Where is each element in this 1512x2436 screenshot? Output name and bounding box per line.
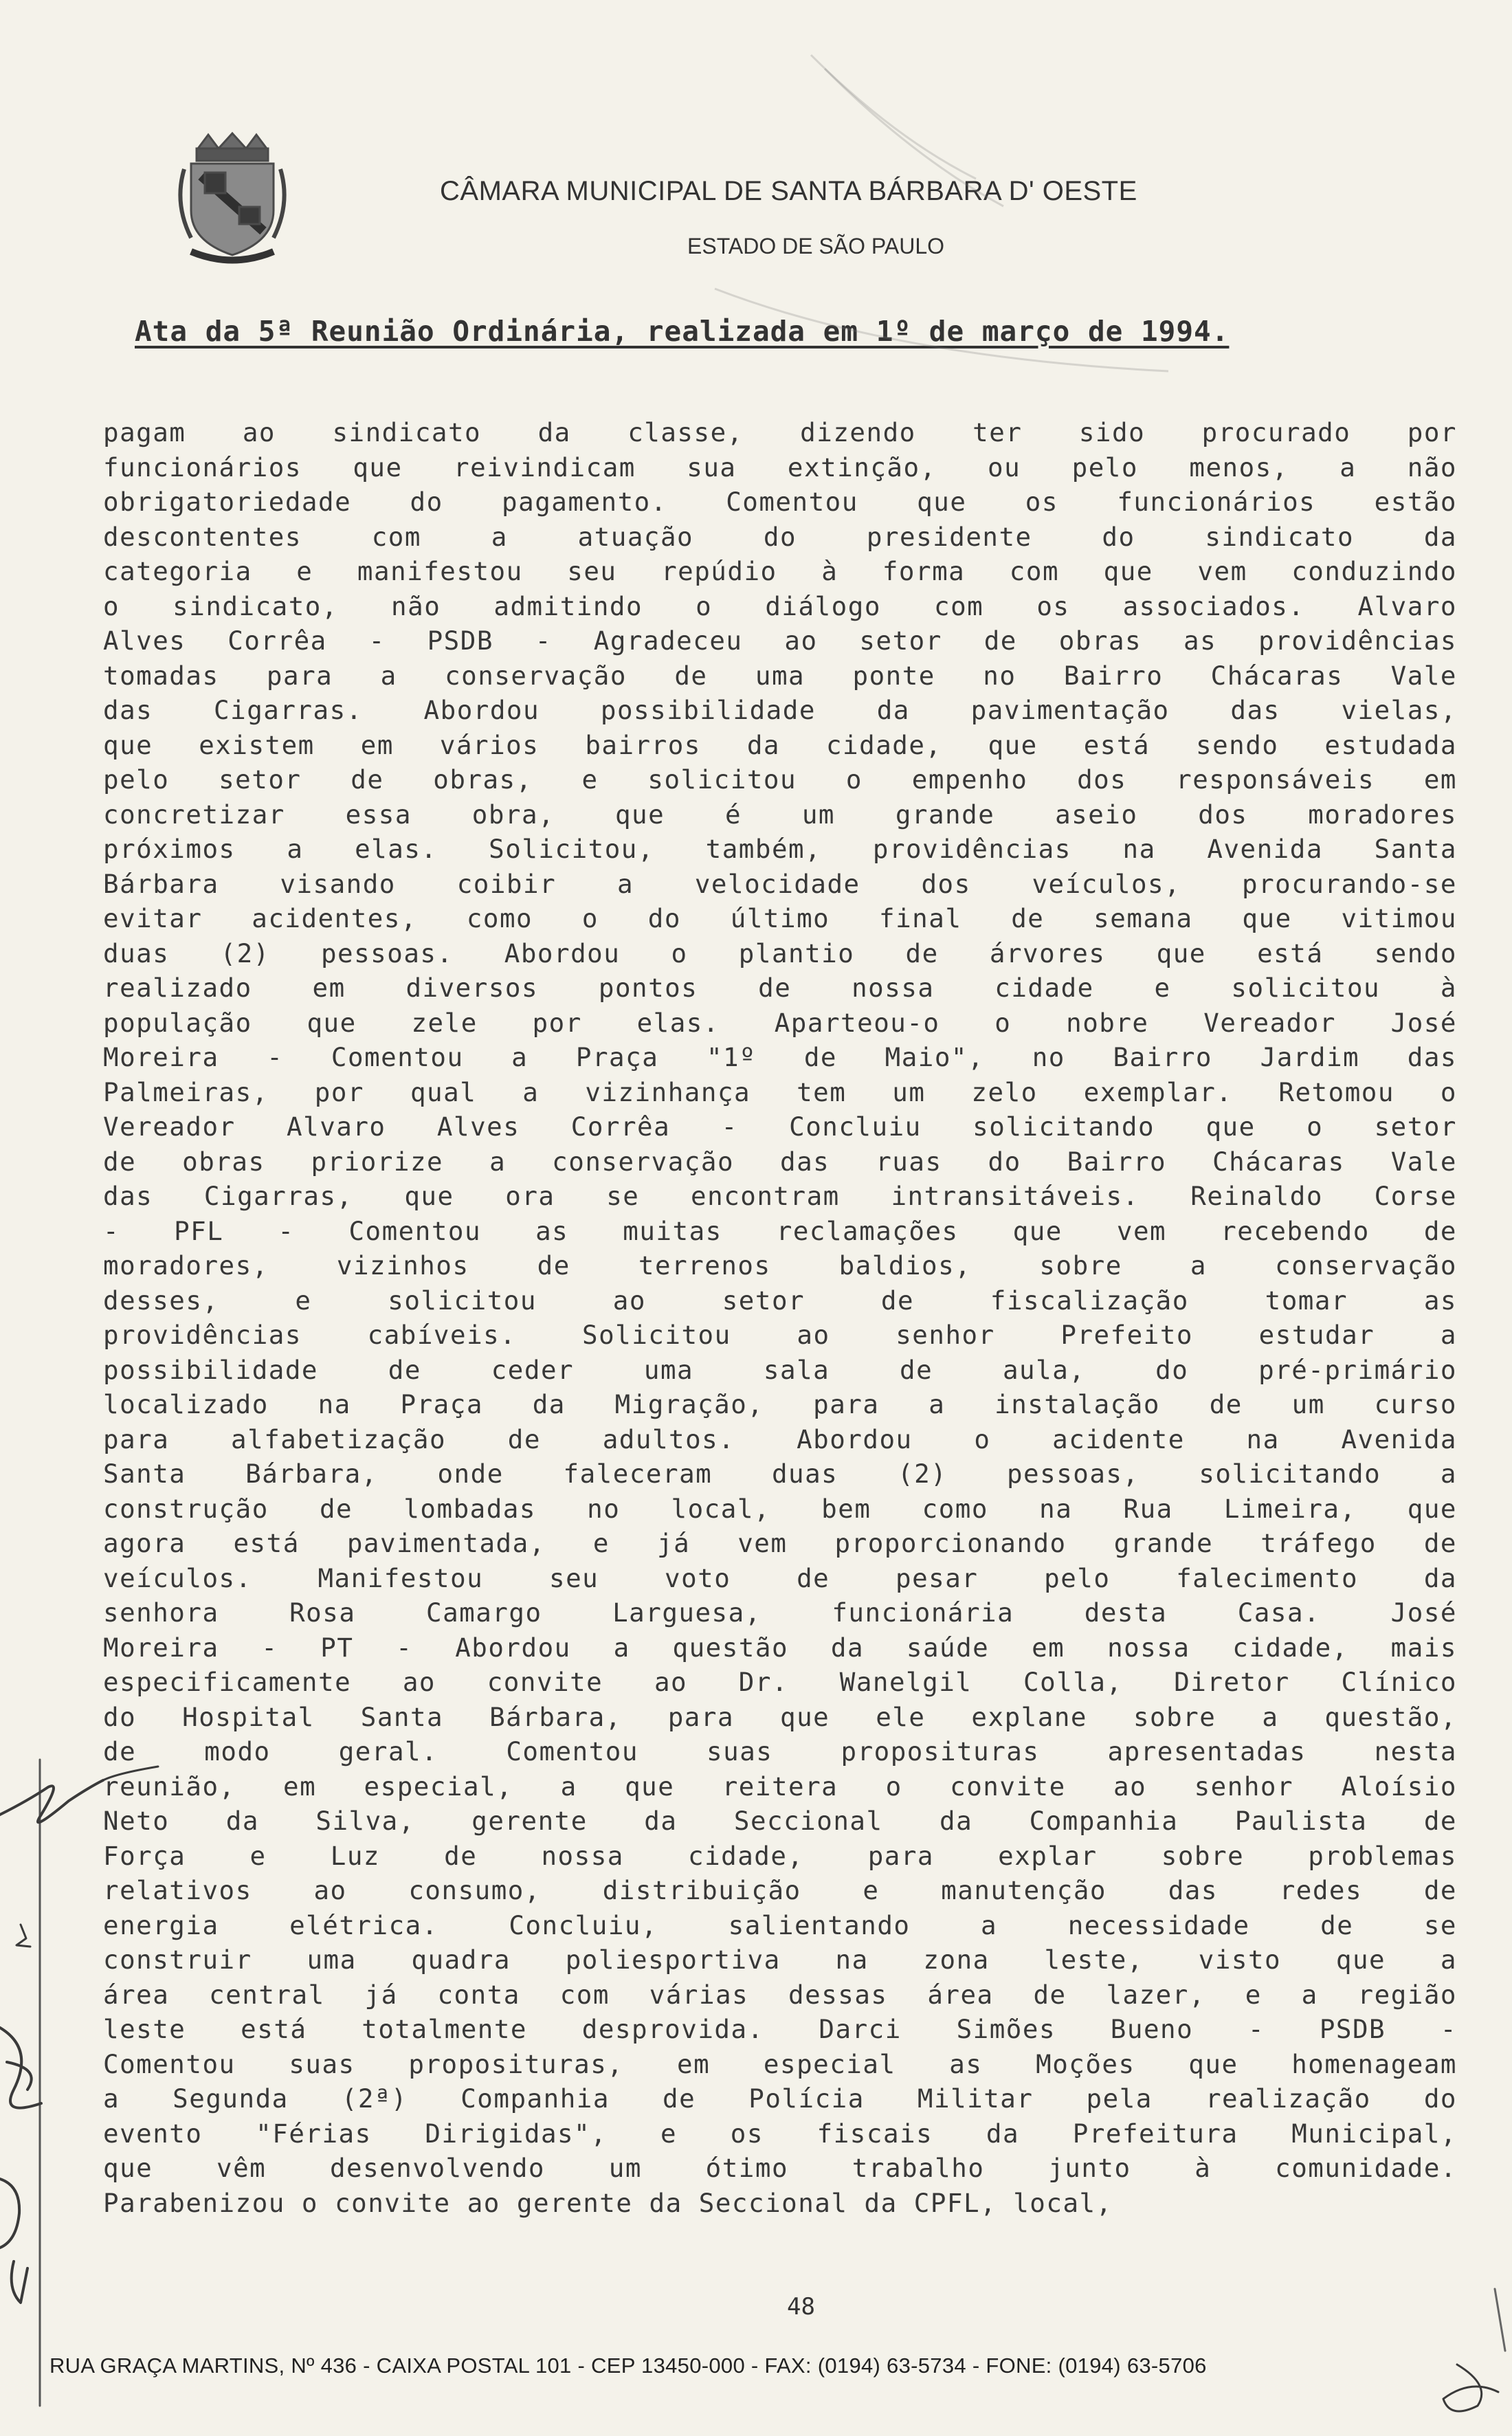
text-line: possibilidade de ceder uma sala de aula, do pré-primário xyxy=(103,1354,1457,1385)
text-line: energia elétrica. Concluiu, salientando a necessidade de se xyxy=(103,1909,1457,1940)
minutes-body xyxy=(103,415,1457,2220)
text-line: Neto da Silva, gerente da Seccional da Companhia Paulista de xyxy=(103,1806,1457,1836)
text-line: para alfabetização de adultos. Abordou o acidente na Avenida xyxy=(103,1424,1457,1454)
text-line: pelo setor de obras, e solicitou o empenho dos responsáveis em xyxy=(103,764,1457,795)
text-line: Bárbara visando coibir a velocidade dos veículos, procurando-se xyxy=(103,868,1457,899)
text-line: das Cigarras, que ora se encontram intransitáveis. Reinaldo Corse xyxy=(103,1181,1457,1211)
text-line: providências cabíveis. Solicitou ao senhor Prefeito estudar a xyxy=(103,1320,1457,1350)
text-line: especificamente ao convite ao Dr. Wanelgil Colla, Diretor Clínico xyxy=(103,1667,1457,1697)
text-line: duas (2) pessoas. Abordou o plantio de árvores que está sendo xyxy=(103,938,1457,968)
document-title: Ata da 5ª Reunião Ordinária, realizada em 1º de março de 1994. xyxy=(135,315,1230,348)
text-line: reunião, em especial, a que reitera o convite ao senhor Aloísio xyxy=(103,1771,1457,1802)
text-line: categoria e manifestou seu repúdio à forma com que vem conduzindo xyxy=(103,556,1457,586)
text-line: relativos ao consumo, distribuição e manutenção das redes de xyxy=(103,1875,1457,1905)
text-line: Comentou suas proposituras, em especial as Moções que homenageam xyxy=(103,2048,1457,2079)
text-line: construção de lombadas no local, bem como na Rua Limeira, que xyxy=(103,1493,1457,1524)
text-line: Alves Corrêa - PSDB - Agradeceu ao setor de obras as providências xyxy=(103,625,1457,656)
text-line: construir uma quadra poliesportiva na zona leste, visto que a xyxy=(103,1945,1457,1975)
text-line: próximos a elas. Solicitou, também, providências na Avenida Santa xyxy=(103,834,1457,864)
text-line: funcionários que reivindicam sua extinção, ou pelo menos, a não xyxy=(103,452,1457,483)
text-line: população que zele por elas. Aparteou-o o nobre Vereador José xyxy=(103,1007,1457,1038)
text-line: concretizar essa obra, que é um grande aseio dos moradores xyxy=(103,799,1457,830)
text-line: obrigatoriedade do pagamento. Comentou que os funcionários estão xyxy=(103,487,1457,517)
text-line: realizado em diversos pontos de nossa cidade e solicitou à xyxy=(103,973,1457,1003)
text-line: área central já conta com várias dessas área de lazer, e a região xyxy=(103,1979,1457,2010)
text-line: das Cigarras. Abordou possibilidade da pavimentação das vielas, xyxy=(103,695,1457,725)
text-line: o sindicato, não admitindo o diálogo com os associados. Alvaro xyxy=(103,590,1457,621)
institution-name: CÂMARA MUNICIPAL DE SANTA BÁRBARA D' OESTE xyxy=(440,176,1137,206)
text-line: evento "Férias Dirigidas", e os fiscais da Prefeitura Municipal, xyxy=(103,2118,1457,2149)
text-line: de obras priorize a conservação das ruas do Bairro Chácaras Vale xyxy=(103,1146,1457,1177)
text-line: descontentes com a atuação do presidente do sindicato da xyxy=(103,521,1457,552)
text-line: Parabenizou o convite ao gerente da Seccional da CPFL, local, xyxy=(103,2187,1113,2218)
text-line: pagam ao sindicato da classe, dizendo ter sido procurado por xyxy=(103,417,1457,447)
text-line: leste está totalmente desprovida. Darci Simões Bueno - PSDB - xyxy=(103,2014,1457,2044)
page-number: 48 xyxy=(787,2293,815,2321)
footer-address: RUA GRAÇA MARTINS, Nº 436 - CAIXA POSTAL 101 - CEP 13450-000 - FAX: (0194) 63-5734 - FONE: (0194) 63-5706 xyxy=(49,2354,1207,2378)
text-line: que existem em vários bairros da cidade, que está sendo estudada xyxy=(103,729,1457,760)
text-line: a Segunda (2ª) Companhia de Polícia Militar pela realização do xyxy=(103,2083,1457,2114)
text-line: agora está pavimentada, e já vem proporcionando grande tráfego de xyxy=(103,1528,1457,1558)
text-line: Moreira - Comentou a Praça "1º de Maio", no Bairro Jardim das xyxy=(103,1042,1457,1072)
text-line: veículos. Manifestou seu voto de pesar pelo falecimento da xyxy=(103,1562,1457,1593)
text-line: tomadas para a conservação de uma ponte no Bairro Chácaras Vale xyxy=(103,660,1457,691)
text-line: Moreira - PT - Abordou a questão da saúde em nossa cidade, mais xyxy=(103,1632,1457,1663)
municipal-coat-of-arms-icon xyxy=(170,128,294,272)
text-line: Vereador Alvaro Alves Corrêa - Concluiu solicitando que o setor xyxy=(103,1111,1457,1142)
text-line: moradores, vizinhos de terrenos baldios, sobre a conservação xyxy=(103,1250,1457,1281)
text-line: localizado na Praça da Migração, para a instalação de um curso xyxy=(103,1389,1457,1419)
text-line: senhora Rosa Camargo Larguesa, funcionária desta Casa. José xyxy=(103,1597,1457,1628)
text-line: - PFL - Comentou as muitas reclamações que vem recebendo de xyxy=(103,1215,1457,1246)
text-line: evitar acidentes, como o do último final de semana que vitimou xyxy=(103,903,1457,933)
state-name: ESTADO DE SÃO PAULO xyxy=(687,234,945,258)
text-line: que vêm desenvolvendo um ótimo trabalho junto à comunidade. xyxy=(103,2153,1457,2183)
text-line: Santa Bárbara, onde faleceram duas (2) pessoas, solicitando a xyxy=(103,1459,1457,1489)
text-line: Palmeiras, por qual a vizinhança tem um zelo exemplar. Retomou o xyxy=(103,1076,1457,1107)
text-line: desses, e solicitou ao setor de fiscalização tomar as xyxy=(103,1285,1457,1316)
text-line: Força e Luz de nossa cidade, para explar sobre problemas xyxy=(103,1840,1457,1871)
text-line: do Hospital Santa Bárbara, para que ele explane sobre a questão, xyxy=(103,1701,1457,1732)
text-line: de modo geral. Comentou suas proposituras apresentadas nesta xyxy=(103,1736,1457,1767)
